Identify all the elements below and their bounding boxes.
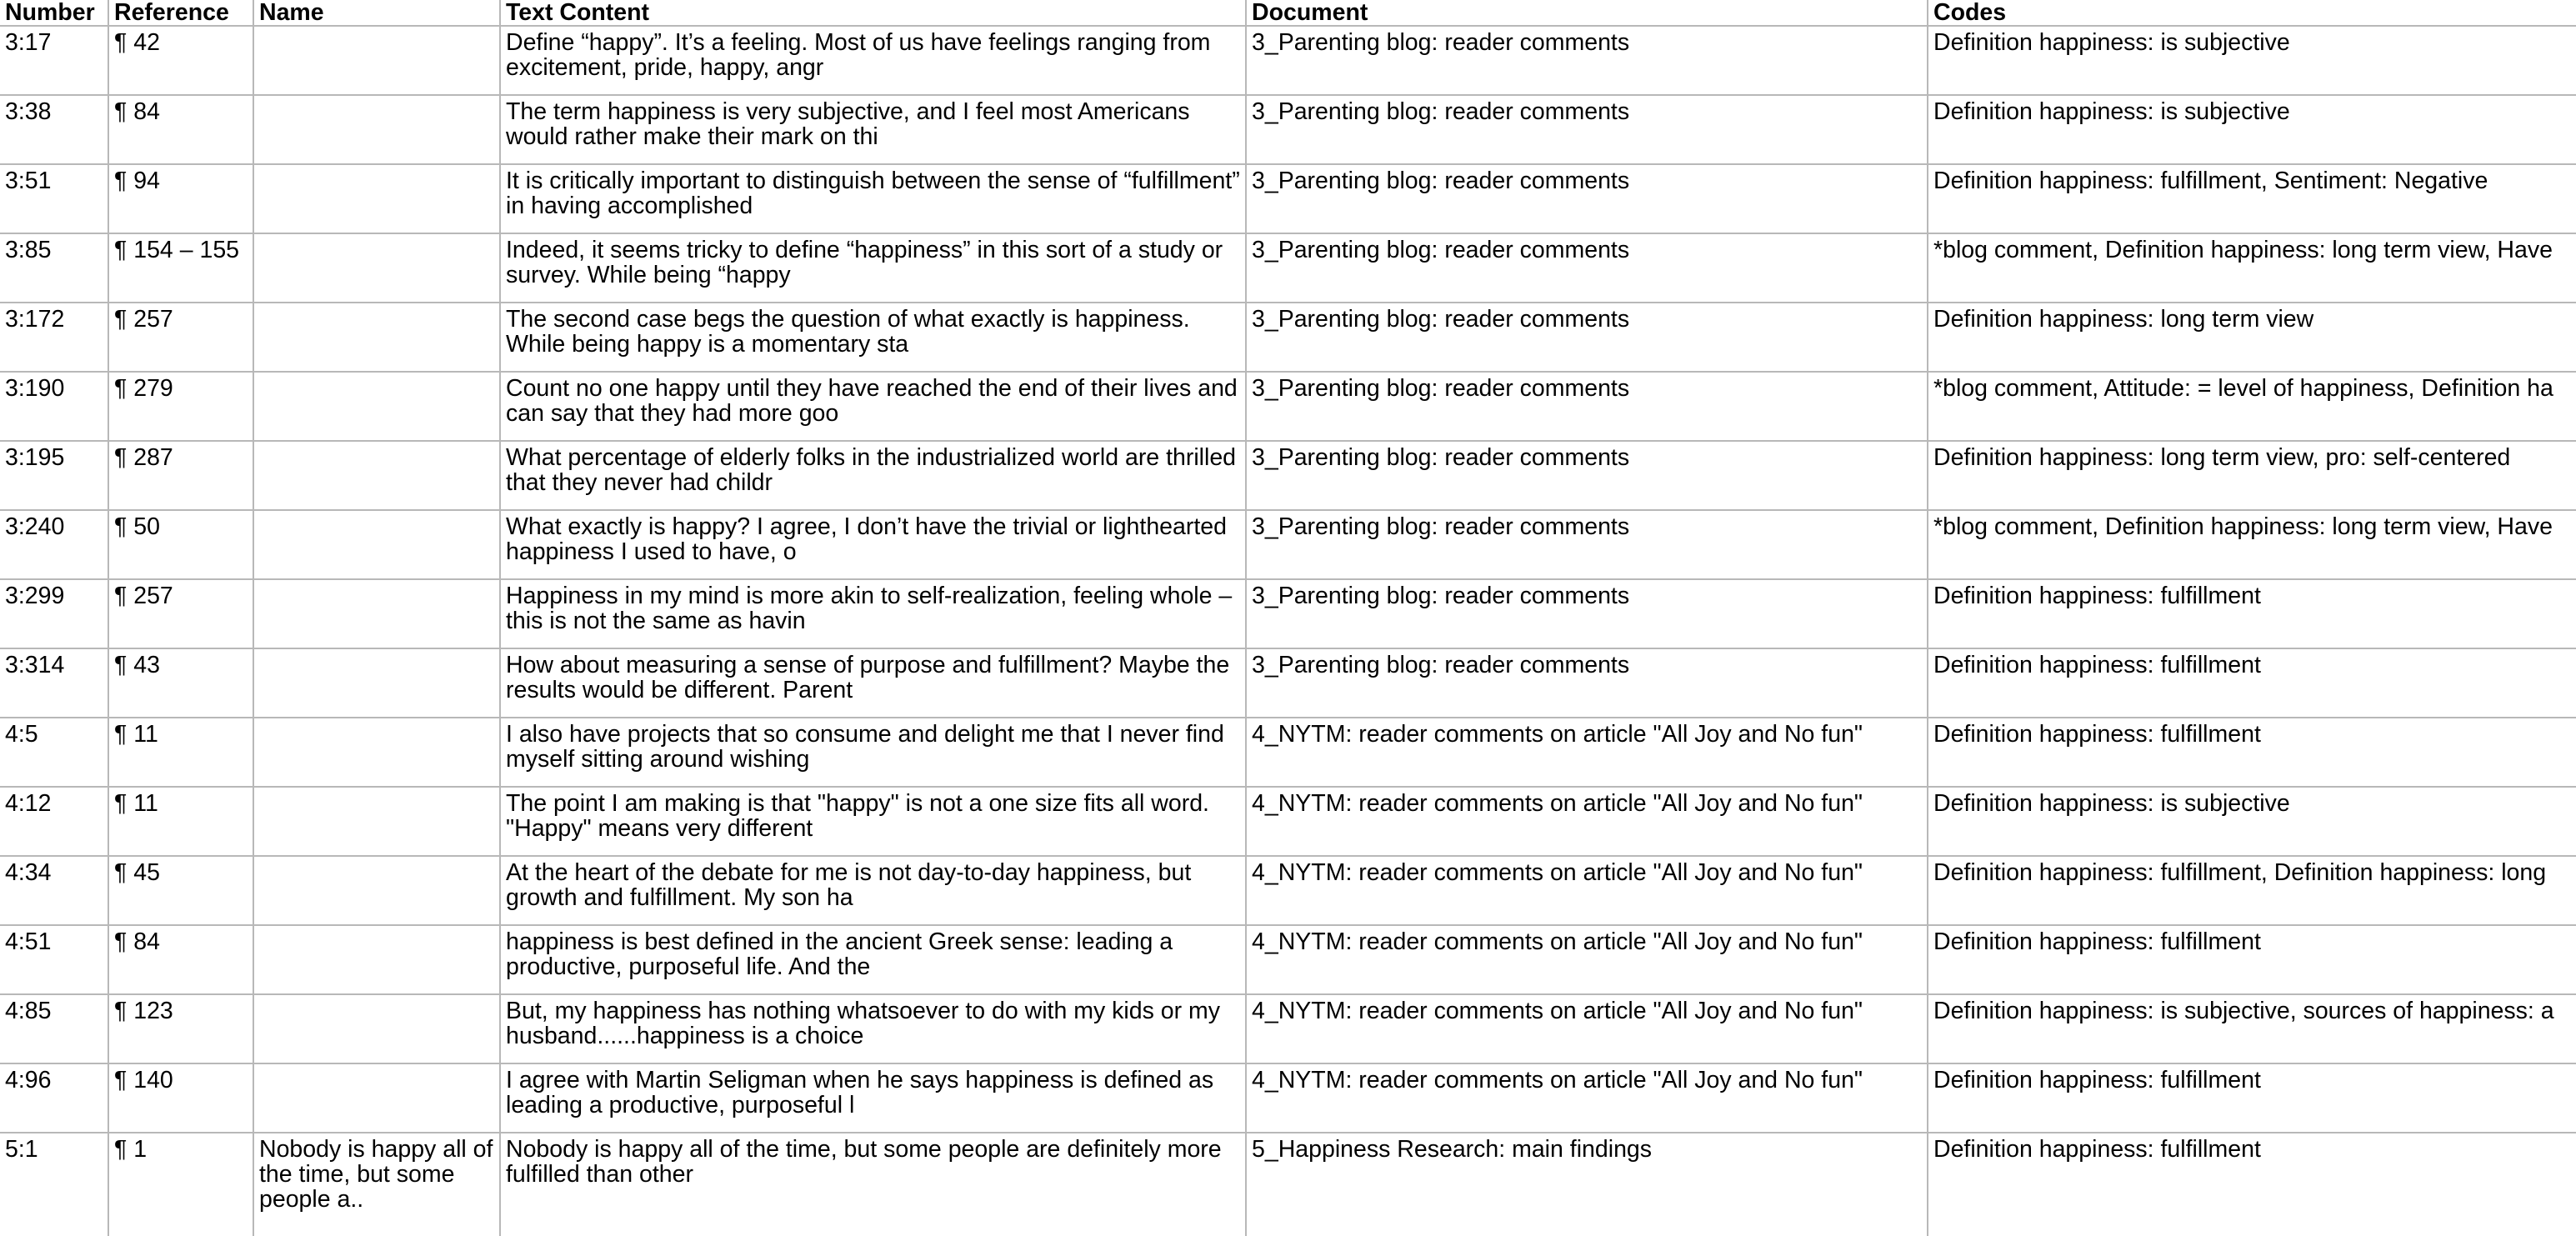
cell-number[interactable]: 4:85 — [0, 994, 108, 1063]
cell-document[interactable]: 3_Parenting blog: reader comments — [1246, 372, 1928, 441]
table-row[interactable] — [0, 856, 2576, 925]
cell-reference[interactable]: ¶ 1 — [108, 1133, 253, 1236]
cell-text-content[interactable]: What percentage of elderly folks in the industrialized world are thrilled that they never had childr — [500, 441, 1246, 510]
cell-document[interactable]: 3_Parenting blog: reader comments — [1246, 441, 1928, 510]
cell-reference[interactable]: ¶ 42 — [108, 26, 253, 95]
cell-document[interactable]: 3_Parenting blog: reader comments — [1246, 303, 1928, 372]
cell-reference[interactable]: ¶ 11 — [108, 787, 253, 856]
cell-codes[interactable]: Definition happiness: fulfillment, Sentiment: Negative — [1928, 164, 2576, 233]
cell-document[interactable]: 4_NYTM: reader comments on article "All Joy and No fun" — [1246, 925, 1928, 994]
table-header-row — [0, 0, 2576, 26]
table-row[interactable] — [0, 1063, 2576, 1133]
cell-text-content[interactable]: The point I am making is that "happy" is not a one size fits all word. "Happy" means very different — [500, 787, 1246, 856]
cell-number[interactable]: 3:190 — [0, 372, 108, 441]
table-row[interactable] — [0, 372, 2576, 441]
cell-codes[interactable]: Definition happiness: fulfillment — [1928, 718, 2576, 787]
table-row[interactable] — [0, 648, 2576, 718]
cell-name[interactable] — [253, 164, 500, 233]
cell-number[interactable]: 3:240 — [0, 510, 108, 579]
cell-reference[interactable]: ¶ 154 – 155 — [108, 233, 253, 303]
cell-text-content[interactable]: The second case begs the question of what exactly is happiness. While being happy is a momentary sta — [500, 303, 1246, 372]
table-row[interactable] — [0, 441, 2576, 510]
cell-document[interactable]: 4_NYTM: reader comments on article "All Joy and No fun" — [1246, 718, 1928, 787]
cell-document[interactable]: 4_NYTM: reader comments on article "All Joy and No fun" — [1246, 787, 1928, 856]
table-body — [0, 26, 2576, 1236]
cell-text-content[interactable]: At the heart of the debate for me is not day-to-day happiness, but growth and fulfillment. My son ha — [500, 856, 1246, 925]
cell-codes[interactable]: Definition happiness: fulfillment — [1928, 648, 2576, 718]
table-row[interactable] — [0, 95, 2576, 164]
cell-number[interactable]: 4:34 — [0, 856, 108, 925]
column-header-reference[interactable]: Reference — [108, 0, 253, 26]
cell-reference[interactable]: ¶ 287 — [108, 441, 253, 510]
column-header-document[interactable]: Document — [1246, 0, 1928, 26]
column-header-number[interactable]: Number — [0, 0, 108, 26]
cell-text-content[interactable]: Indeed, it seems tricky to define “happiness” in this sort of a study or survey. While being “happy — [500, 233, 1246, 303]
cell-reference[interactable]: ¶ 94 — [108, 164, 253, 233]
cell-reference[interactable]: ¶ 50 — [108, 510, 253, 579]
cell-document[interactable]: 4_NYTM: reader comments on article "All Joy and No fun" — [1246, 1063, 1928, 1133]
cell-codes[interactable]: Definition happiness: is subjective — [1928, 26, 2576, 95]
cell-number[interactable]: 4:5 — [0, 718, 108, 787]
cell-number[interactable]: 3:85 — [0, 233, 108, 303]
cell-text-content[interactable]: It is critically important to distinguish between the sense of “fulfillment” in having accomplished — [500, 164, 1246, 233]
cell-name[interactable] — [253, 648, 500, 718]
cell-number[interactable]: 3:299 — [0, 579, 108, 648]
cell-codes[interactable]: *blog comment, Definition happiness: long term view, Have — [1928, 510, 2576, 579]
cell-name[interactable] — [253, 303, 500, 372]
column-header-text-content[interactable]: Text Content — [500, 0, 1246, 26]
cell-name[interactable] — [253, 26, 500, 95]
cell-document[interactable]: 3_Parenting blog: reader comments — [1246, 95, 1928, 164]
cell-number[interactable]: 3:314 — [0, 648, 108, 718]
cell-number[interactable]: 3:38 — [0, 95, 108, 164]
cell-name[interactable] — [253, 856, 500, 925]
cell-codes[interactable]: Definition happiness: long term view — [1928, 303, 2576, 372]
table-row[interactable] — [0, 787, 2576, 856]
cell-number[interactable]: 5:1 — [0, 1133, 108, 1236]
cell-reference[interactable]: ¶ 257 — [108, 303, 253, 372]
table-row[interactable] — [0, 1133, 2576, 1236]
cell-document[interactable]: 3_Parenting blog: reader comments — [1246, 510, 1928, 579]
cell-name[interactable] — [253, 579, 500, 648]
cell-codes[interactable]: Definition happiness: is subjective, sources of happiness: a — [1928, 994, 2576, 1063]
cell-name[interactable] — [253, 994, 500, 1063]
column-header-name[interactable]: Name — [253, 0, 500, 26]
cell-codes[interactable]: Definition happiness: long term view, pro: self-centered — [1928, 441, 2576, 510]
cell-name[interactable] — [253, 925, 500, 994]
cell-codes[interactable]: Definition happiness: fulfillment — [1928, 925, 2576, 994]
cell-text-content[interactable]: Nobody is happy all of the time, but some people are definitely more fulfilled than other — [500, 1133, 1246, 1236]
cell-text-content[interactable]: happiness is best defined in the ancient Greek sense: leading a productive, purposeful life. And the — [500, 925, 1246, 994]
cell-text-content[interactable]: Define “happy”. It’s a feeling. Most of us have feelings ranging from excitement, pride, happy, angr — [500, 26, 1246, 95]
cell-text-content[interactable]: I agree with Martin Seligman when he says happiness is defined as leading a productive, purposeful l — [500, 1063, 1246, 1133]
cell-codes[interactable]: Definition happiness: fulfillment — [1928, 1063, 2576, 1133]
cell-document[interactable]: 4_NYTM: reader comments on article "All Joy and No fun" — [1246, 856, 1928, 925]
cell-text-content[interactable]: How about measuring a sense of purpose and fulfillment? Maybe the results would be different. Parent — [500, 648, 1246, 718]
cell-document[interactable]: 3_Parenting blog: reader comments — [1246, 648, 1928, 718]
cell-name[interactable] — [253, 372, 500, 441]
cell-number[interactable]: 4:96 — [0, 1063, 108, 1133]
cell-codes[interactable]: Definition happiness: is subjective — [1928, 787, 2576, 856]
cell-codes[interactable]: Definition happiness: fulfillment — [1928, 579, 2576, 648]
cell-number[interactable]: 3:195 — [0, 441, 108, 510]
table-row[interactable] — [0, 994, 2576, 1063]
table-row[interactable] — [0, 579, 2576, 648]
cell-codes[interactable]: *blog comment, Attitude: = level of happiness, Definition ha — [1928, 372, 2576, 441]
table-row[interactable] — [0, 233, 2576, 303]
cell-name[interactable] — [253, 233, 500, 303]
cell-text-content[interactable]: Count no one happy until they have reached the end of their lives and can say that they had more goo — [500, 372, 1246, 441]
cell-name[interactable] — [253, 787, 500, 856]
cell-document[interactable]: 5_Happiness Research: main findings — [1246, 1133, 1928, 1236]
cell-name[interactable] — [253, 441, 500, 510]
table-row[interactable] — [0, 164, 2576, 233]
cell-reference[interactable]: ¶ 123 — [108, 994, 253, 1063]
cell-name[interactable]: Nobody is happy all of the time, but some people a.. — [253, 1133, 500, 1236]
column-header-codes[interactable]: Codes — [1928, 0, 2576, 26]
cell-reference[interactable]: ¶ 279 — [108, 372, 253, 441]
cell-reference[interactable]: ¶ 257 — [108, 579, 253, 648]
cell-reference[interactable]: ¶ 11 — [108, 718, 253, 787]
cell-number[interactable]: 4:51 — [0, 925, 108, 994]
table-row[interactable] — [0, 303, 2576, 372]
table-row[interactable] — [0, 925, 2576, 994]
cell-name[interactable] — [253, 510, 500, 579]
cell-document[interactable]: 4_NYTM: reader comments on article "All Joy and No fun" — [1246, 994, 1928, 1063]
cell-name[interactable] — [253, 1063, 500, 1133]
cell-document[interactable]: 3_Parenting blog: reader comments — [1246, 26, 1928, 95]
cell-text-content[interactable]: But, my happiness has nothing whatsoever to do with my kids or my husband......happiness is a choice — [500, 994, 1246, 1063]
cell-codes[interactable]: Definition happiness: fulfillment, Definition happiness: long — [1928, 856, 2576, 925]
cell-codes[interactable]: Definition happiness: is subjective — [1928, 95, 2576, 164]
table-row[interactable] — [0, 26, 2576, 95]
cell-reference[interactable]: ¶ 140 — [108, 1063, 253, 1133]
cell-text-content[interactable]: I also have projects that so consume and delight me that I never find myself sitting around wishing — [500, 718, 1246, 787]
cell-text-content[interactable]: The term happiness is very subjective, and I feel most Americans would rather make their mark on thi — [500, 95, 1246, 164]
cell-document[interactable]: 3_Parenting blog: reader comments — [1246, 164, 1928, 233]
cell-number[interactable]: 3:51 — [0, 164, 108, 233]
cell-reference[interactable]: ¶ 84 — [108, 95, 253, 164]
cell-document[interactable]: 3_Parenting blog: reader comments — [1246, 579, 1928, 648]
cell-reference[interactable]: ¶ 43 — [108, 648, 253, 718]
cell-codes[interactable]: *blog comment, Definition happiness: long term view, Have — [1928, 233, 2576, 303]
cell-reference[interactable]: ¶ 84 — [108, 925, 253, 994]
cell-name[interactable] — [253, 95, 500, 164]
cell-reference[interactable]: ¶ 45 — [108, 856, 253, 925]
table-row[interactable] — [0, 510, 2576, 579]
cell-number[interactable]: 4:12 — [0, 787, 108, 856]
cell-number[interactable]: 3:17 — [0, 26, 108, 95]
cell-name[interactable] — [253, 718, 500, 787]
table-row[interactable] — [0, 718, 2576, 787]
cell-codes[interactable]: Definition happiness: fulfillment — [1928, 1133, 2576, 1236]
cell-text-content[interactable]: What exactly is happy? I agree, I don’t have the trivial or lighthearted happiness I used to have, o — [500, 510, 1246, 579]
cell-document[interactable]: 3_Parenting blog: reader comments — [1246, 233, 1928, 303]
cell-number[interactable]: 3:172 — [0, 303, 108, 372]
cell-text-content[interactable]: Happiness in my mind is more akin to self-realization, feeling whole – this is not the same as havin — [500, 579, 1246, 648]
